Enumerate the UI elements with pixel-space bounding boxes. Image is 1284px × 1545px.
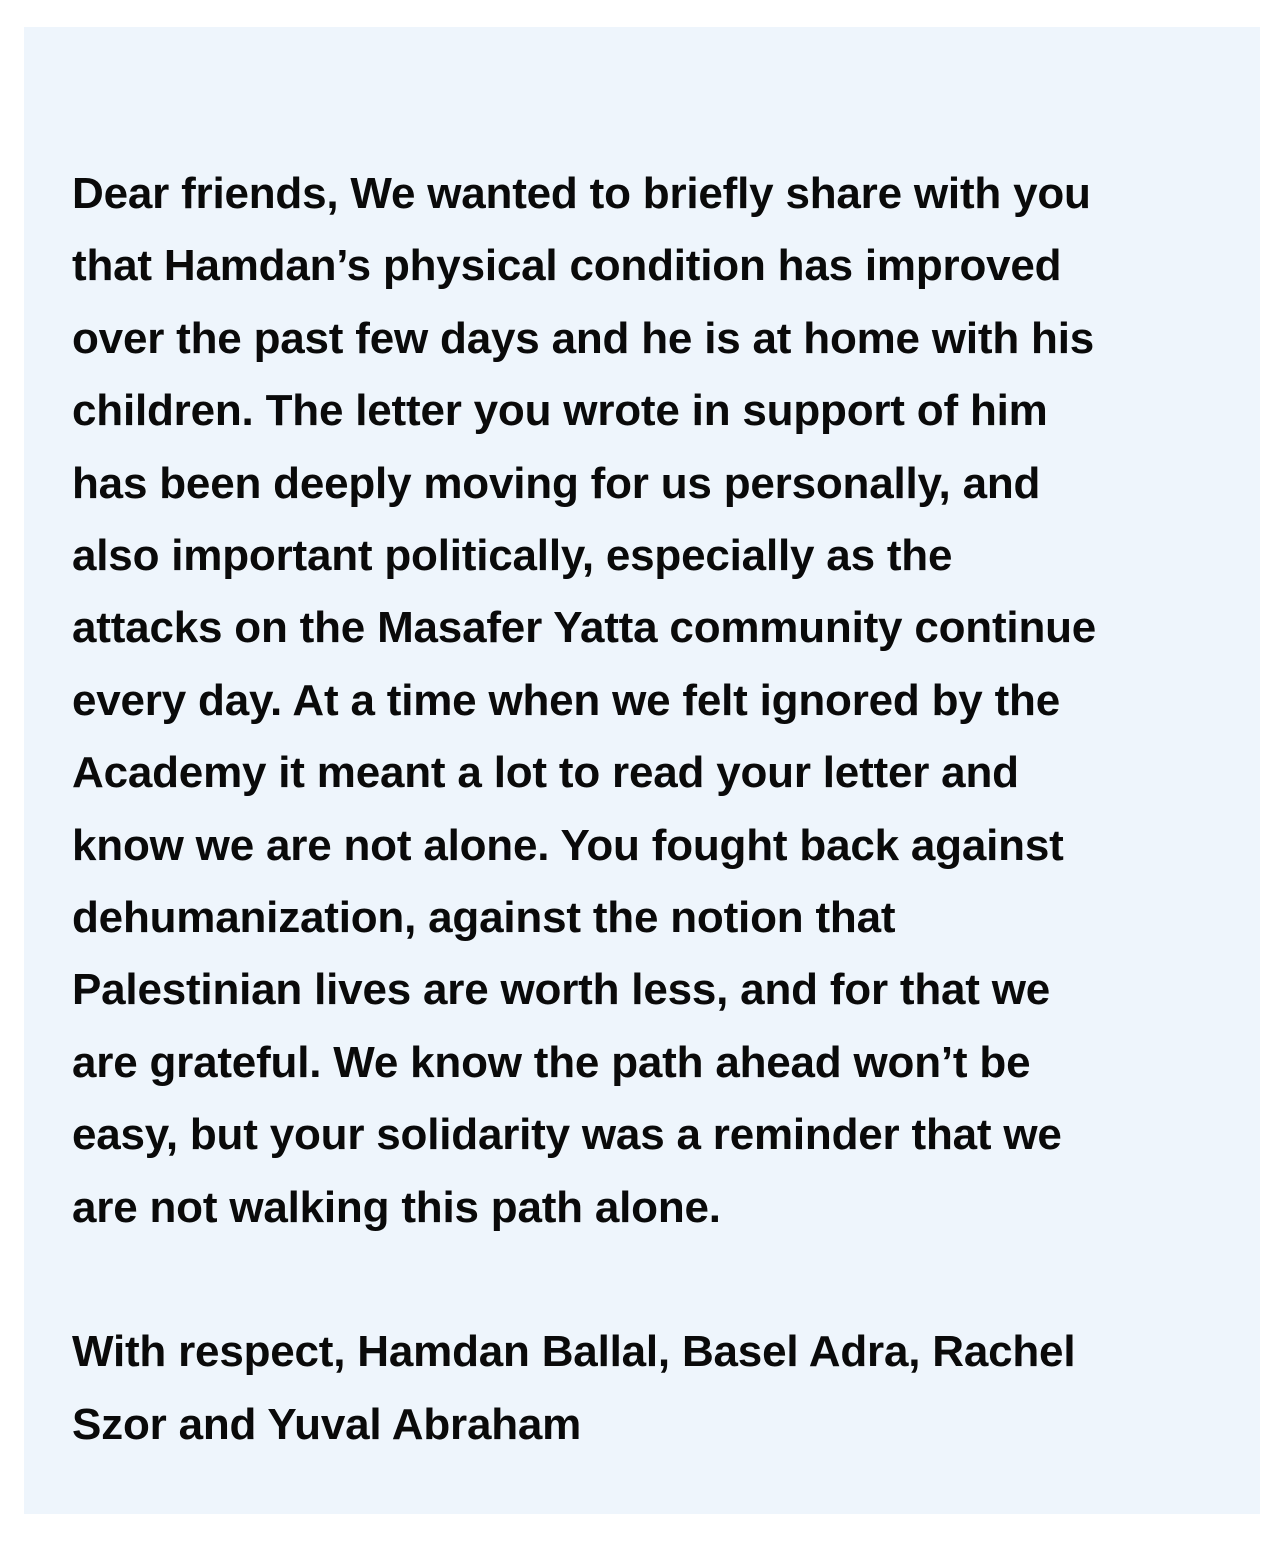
letter-line: know we are not alone. You fought back against [72,820,1064,870]
letter-line: attacks on the Masafer Yatta community continue [72,603,1097,653]
letter-signoff [72,1316,1212,1461]
letter-line: also important politically, especially as the [72,531,953,581]
letter-line: dehumanization, against the notion that [72,893,896,943]
letter-line: are grateful. We know the path ahead won’t be [72,1037,1031,1087]
letter-line: Palestinian lives are worth less, and for that we [72,965,1051,1015]
letter-line: easy, but your solidarity was a reminder that we [72,1110,1062,1160]
letter-line: children. The letter you wrote in support of him [72,386,1048,436]
letter-line: Academy it meant a lot to read your letter and [72,748,1019,798]
letter-card [24,27,1260,1514]
letter-line: every day. At a time when we felt ignored by the [72,675,1060,725]
signoff-line: Szor and Yuval Abraham [72,1399,582,1449]
letter-body [72,158,1212,1244]
letter-line: that Hamdan’s physical condition has improved [72,241,1062,291]
letter-line: Dear friends, We wanted to briefly share with you [72,169,1091,218]
letter-line: are not walking this path alone. [72,1182,721,1232]
letter-line: over the past few days and he is at home with his [72,313,1095,363]
signoff-line: With respect, Hamdan Ballal, Basel Adra, Rachel [72,1327,1076,1377]
letter-line: has been deeply moving for us personally, and [72,458,1041,508]
